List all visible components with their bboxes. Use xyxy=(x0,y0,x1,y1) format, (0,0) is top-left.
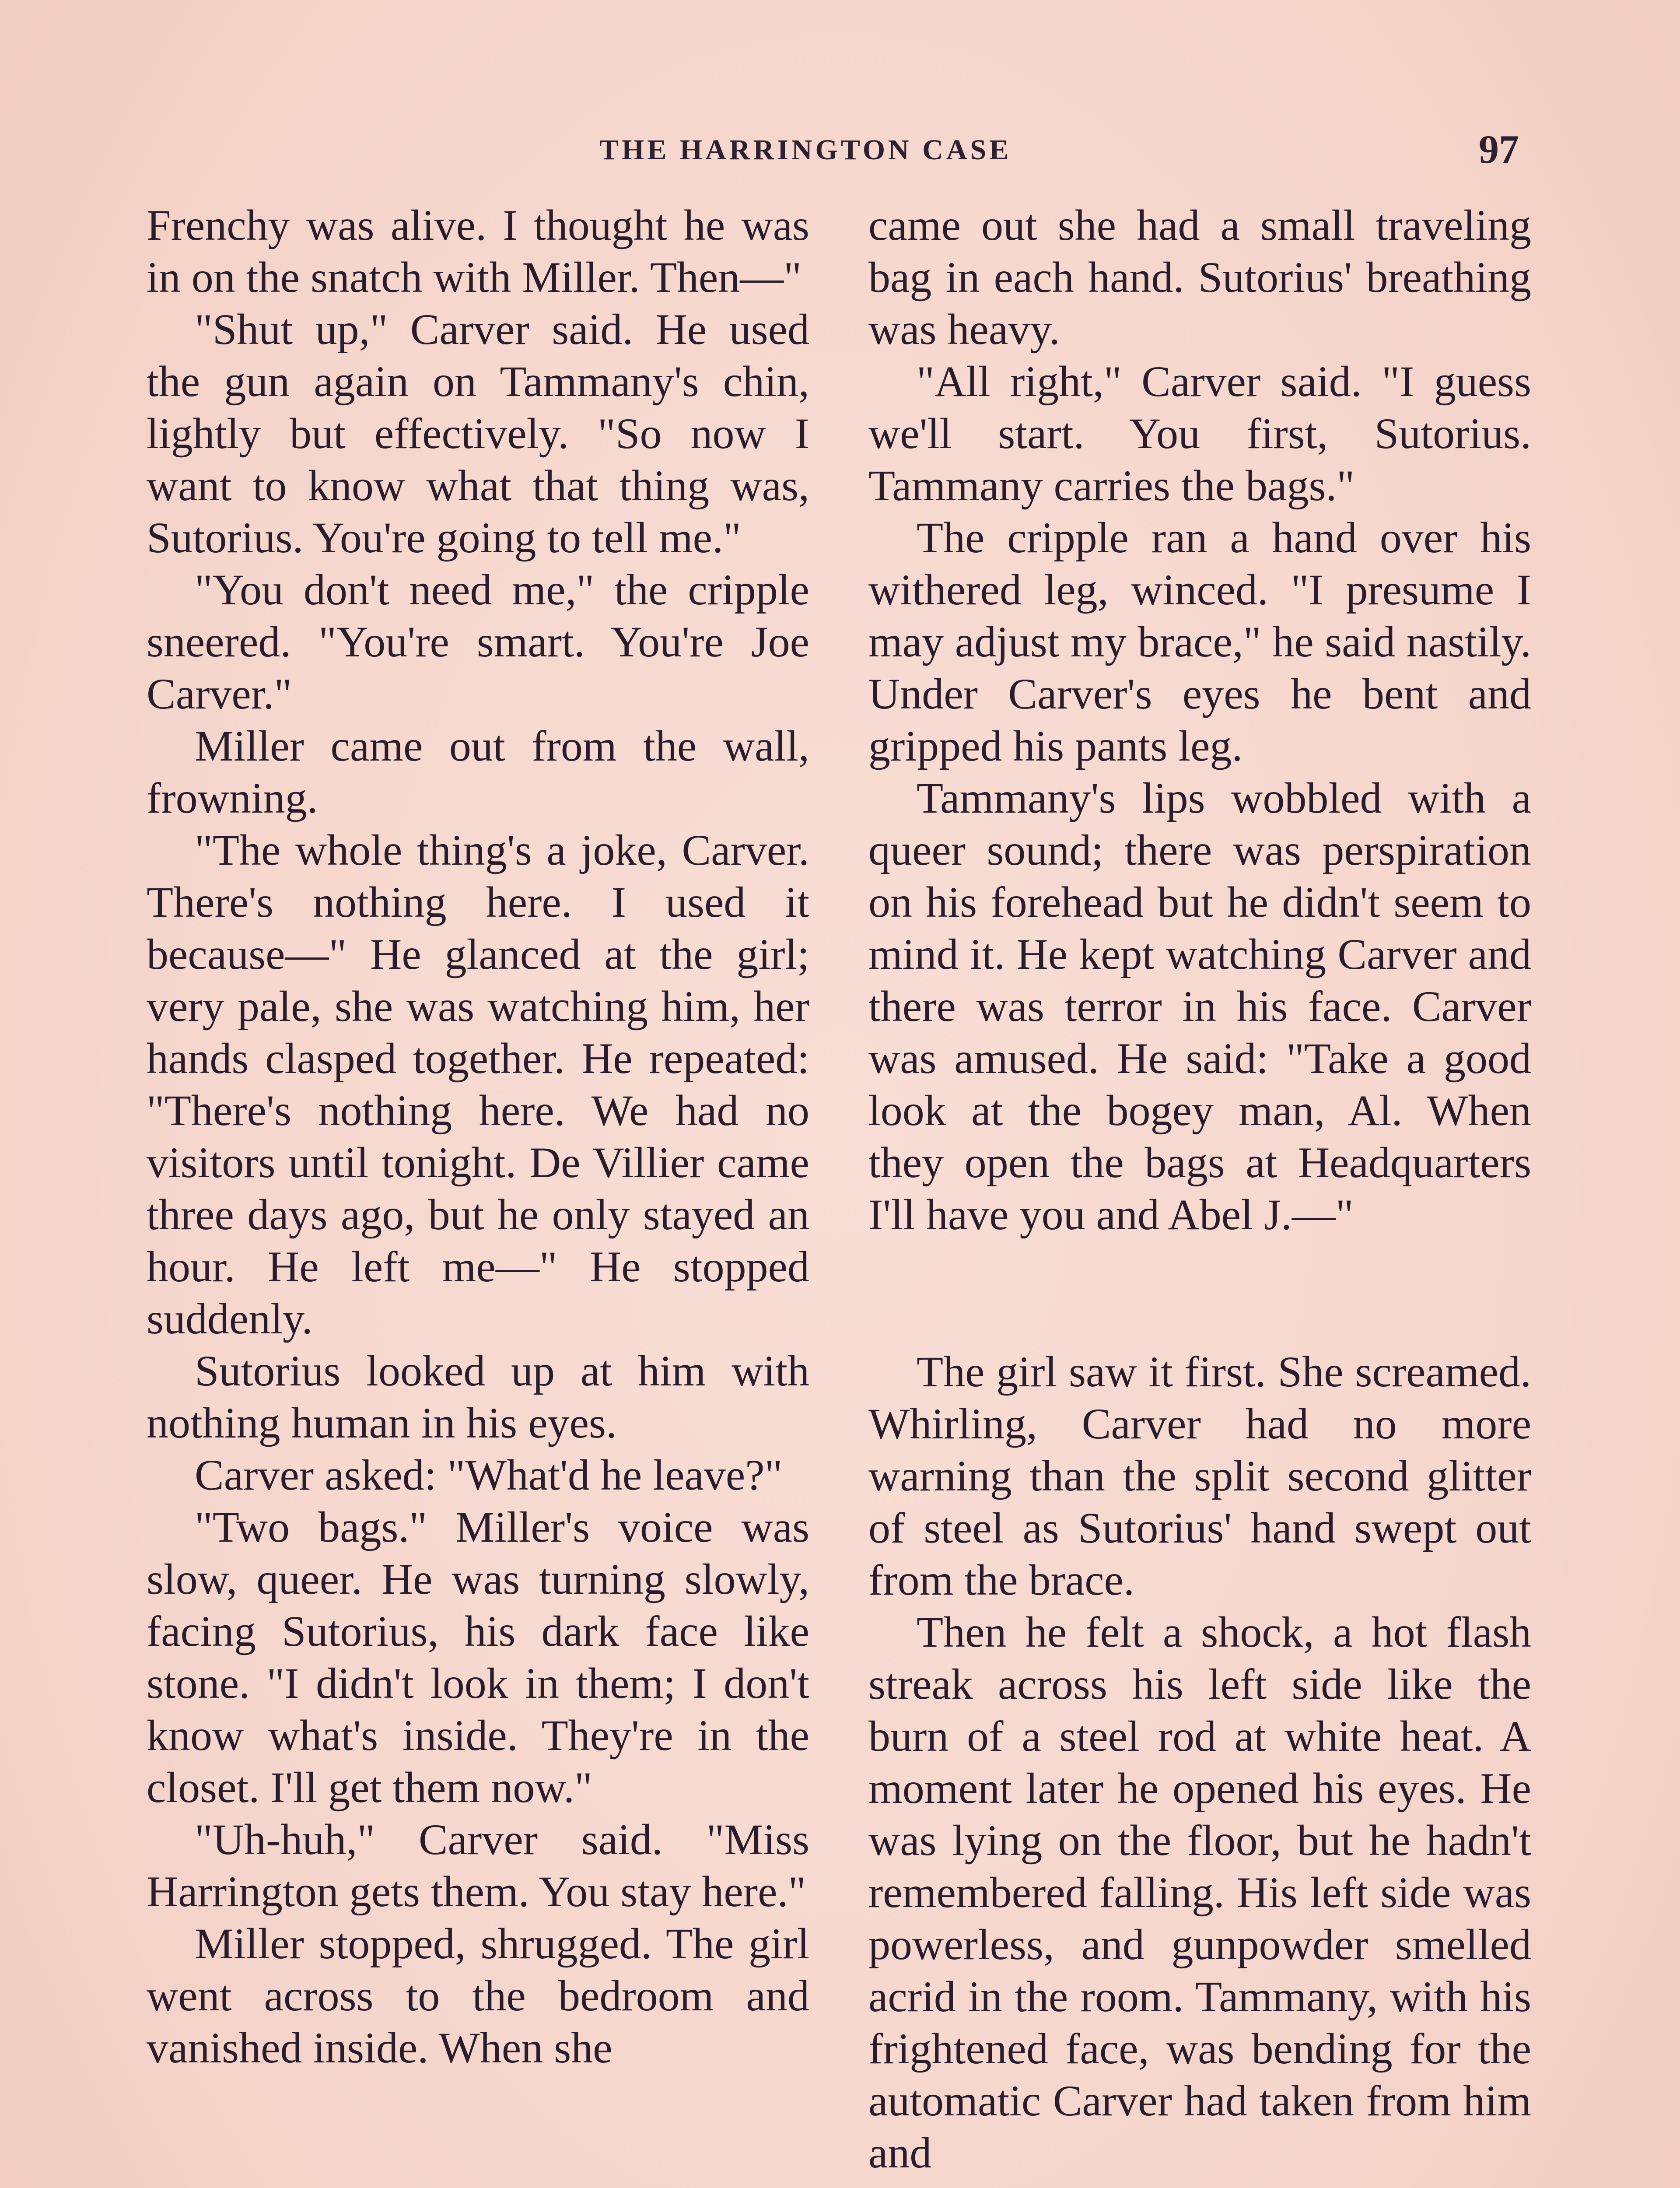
paragraph: "All right," Carver said. "I guess we'll start. You first, Sutorius. Tammany carries the bags." xyxy=(868,357,1531,510)
right-text-column xyxy=(868,199,1531,2179)
running-title: THE HARRINGTON CASE xyxy=(599,134,1012,166)
paragraph: Miller stopped, shrugged. The girl went across to the bedroom and vanished inside. When she xyxy=(147,1919,809,2072)
paragraph: "You don't need me," the cripple sneered. "You're smart. You're Joe Carver." xyxy=(147,565,809,718)
paragraph: The cripple ran a hand over his withered leg, winced. "I presume I may adjust my brace," he said nastily. Under Carver's eyes he bent and gripped his pants leg. xyxy=(868,513,1531,770)
paragraph: The girl saw it first. She screamed. Whirling, Carver had no more warning than the split second glitter of steel as Sutorius' hand swept out from the brace. xyxy=(868,1347,1531,1604)
paragraph: came out she had a small traveling bag in each hand. Sutorius' breathing was heavy. xyxy=(868,201,1531,354)
left-text-column xyxy=(147,199,809,2074)
paragraph: Miller came out from the wall, frowning. xyxy=(147,722,809,822)
page-number: 97 xyxy=(1479,127,1519,172)
paragraph: Tammany's lips wobbled with a queer sound; there was perspiration on his forehead but he didn't seem to mind it. He kept watching Carver and there was terror in his face. Carver was amused. He said: "Take a good look at the bogey man, Al. When they open the bags at Headquarters I'll have you and Abel J.—" xyxy=(868,774,1531,1239)
paragraph: Then he felt a shock, a hot flash streak across his left side like the burn of a steel rod at white heat. A moment later he opened his eyes. He was lying on the floor, but he hadn't remembered falling. His left side was powerless, and gunpowder smelled acrid in the room. Tammany, with his frightened face, was bending for the automatic Carver had taken from him and xyxy=(868,1608,1531,2177)
paragraph: Carver asked: "What'd he leave?" xyxy=(195,1451,783,1499)
paragraph: "Uh-huh," Carver said. "Miss Harrington gets them. You stay here." xyxy=(147,1815,809,1916)
paragraph: Frenchy was alive. I thought he was in on the snatch with Miller. Then—" xyxy=(147,201,809,302)
paragraph: Sutorius looked up at him with nothing human in his eyes. xyxy=(147,1346,809,1447)
paragraph: "Two bags." Miller's voice was slow, queer. He was turning slowly, facing Sutorius, his dark face like stone. "I didn't look in them; I don't know what's inside. They're in the closet. I'll get them now." xyxy=(147,1503,809,1812)
paragraph: "The whole thing's a joke, Carver. There's nothing here. I used it because—" He glanced at the girl; very pale, she was watching him, her hands clasped together. He repeated: "There's nothing here. We had no visitors until tonight. De Villier came three days ago, but he only stayed an hour. He left me—" He stopped suddenly. xyxy=(147,826,809,1343)
paragraph: "Shut up," Carver said. He used the gun again on Tammany's chin, lightly but effectively. "So now I want to know what that thing was, Sutorius. You're going to tell me." xyxy=(147,305,809,562)
